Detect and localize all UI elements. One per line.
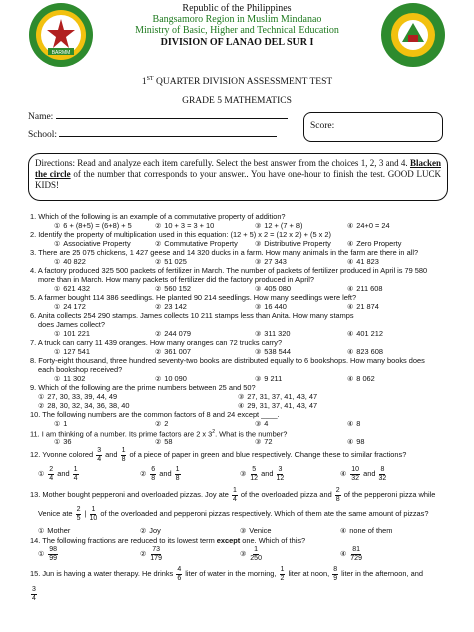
choice-14-1[interactable]: ① $\frac{98}{99}$ xyxy=(38,546,58,562)
choice-9-1[interactable]: ① 27, 30, 33, 39, 44, 49 xyxy=(38,392,118,401)
choice-10-4[interactable]: ④ 8 xyxy=(347,419,361,428)
choice-3-2[interactable]: ② 51 025 xyxy=(155,257,187,266)
choice-10-3[interactable]: ③ 4 xyxy=(255,419,269,428)
choice-1-4[interactable]: ④ 24+0 = 24 xyxy=(347,221,390,230)
choice-9-4[interactable]: ④ 29, 31, 37, 41, 43, 47 xyxy=(238,401,318,410)
directions-text-end: of the number that corresponds to your answer.. You have one-hour to finish the test. GOOD LUCK KIDS! xyxy=(35,169,441,190)
choice-5-3[interactable]: ③ 16 440 xyxy=(255,302,287,311)
choice-6-1[interactable]: ① 101 221 xyxy=(54,329,90,338)
choice-6-2[interactable]: ② 244 079 xyxy=(155,329,191,338)
choice-2-3[interactable]: ③ Distributive Property xyxy=(255,239,331,248)
choice-14-2[interactable]: ② $\frac{73}{179}$ xyxy=(140,546,162,562)
choice-6-3[interactable]: ③ 311 320 xyxy=(255,329,291,338)
question-11: 11. I am thinking of a number. Its prime factors are 2 x $3^2$. What is the number? xyxy=(30,429,288,439)
choice-12-4[interactable]: ④ $\frac{10}{32}$ and $\frac{8}{32}$ xyxy=(340,466,387,482)
choice-3-4[interactable]: ④ 41 823 xyxy=(347,257,379,266)
choice-9-2[interactable]: ② 28, 30, 32, 34, 36, 38, 40 xyxy=(38,401,130,410)
quarter-title: 1ST QUARTER DIVISION ASSESSMENT TEST xyxy=(141,76,333,88)
question-13-line2: Venice ate $\frac{2}{5}$ | $\frac{1}{10}$ of the overloaded and pepperoni pizzas respectively. Which of them ate the same amount of pizzas? xyxy=(38,506,429,522)
choice-4-3[interactable]: ③ 405 080 xyxy=(255,284,291,293)
school-line[interactable] xyxy=(59,136,277,137)
name-line[interactable] xyxy=(56,118,288,119)
republic-line: Republic of the Philippines xyxy=(182,3,292,14)
choice-8-4[interactable]: ④ 8 062 xyxy=(347,374,375,383)
choice-12-3[interactable]: ③ $\frac{5}{12}$ and $\frac{3}{12}$ xyxy=(240,466,285,482)
question-3: 3. There are 25 075 chickens, 1 427 geese and 14 320 ducks in a farm. How many animals in the farm are there in all? xyxy=(30,248,419,257)
choice-14-3[interactable]: ③ $\frac{1}{250}$ xyxy=(240,546,262,562)
choice-7-1[interactable]: ① 127 541 xyxy=(54,347,90,356)
choice-13-1[interactable]: ① Mother xyxy=(38,526,71,535)
question-4-line2: more than in March. How many packets of fertilizer did the factory produced in April? xyxy=(38,275,315,284)
question-8: 8. Forty-eight thousand, three hundred seventy-two books are distributed equally to 6 bookshops. How many books does xyxy=(30,356,425,365)
choice-3-1[interactable]: ① 40 822 xyxy=(54,257,86,266)
question-15: 15. Jun is having a water therapy. He drinks $\frac{4}{6}$ liter of water in the morning, $\frac{1}{2}$ liter at noon, $\frac{8}{9}$ liter in the afternoon, and xyxy=(30,566,423,582)
question-15-line2: $\frac{3}{4}$ xyxy=(32,586,36,602)
question-13: 13. Mother bought pepperoni and overloaded pizzas. Joy ate $\frac{1}{4}$ of the overloaded pizza and $\frac{2}{8}$ of the pepperoni pizza while xyxy=(30,487,436,503)
choice-2-2[interactable]: ② Commutative Property xyxy=(155,239,238,248)
choice-10-2[interactable]: ② 2 xyxy=(155,419,169,428)
score-box[interactable] xyxy=(303,112,443,142)
choice-4-4[interactable]: ④ 211 608 xyxy=(347,284,383,293)
choice-5-1[interactable]: ① 24 172 xyxy=(54,302,86,311)
choice-2-4[interactable]: ④ Zero Property xyxy=(347,239,402,248)
choice-3-3[interactable]: ③ 27 343 xyxy=(255,257,287,266)
choice-7-2[interactable]: ② 361 007 xyxy=(155,347,191,356)
question-6: 6. Anita collects 254 290 stamps. James collects 10 211 stamps less than Anita. How many stamps xyxy=(30,311,354,320)
choice-7-3[interactable]: ③ 538 544 xyxy=(255,347,291,356)
choice-13-4[interactable]: ④ none of them xyxy=(340,526,393,535)
question-4: 4. A factory produced 325 500 packets of fertilizer in March. The number of packets of fertilizer produced in April is 79 580 xyxy=(30,266,428,275)
question-8-line2: each bookshop received? xyxy=(38,365,123,374)
question-10: 10. The following numbers are the common factors of 8 and 24 except ____. xyxy=(30,410,280,419)
name-field[interactable] xyxy=(28,112,288,122)
region-line: Bangsamoro Region in Muslim Mindanao xyxy=(152,14,322,25)
choice-1-1[interactable]: ① 6 + (8+5) = (6+8) + 5 xyxy=(54,221,132,230)
choice-1-3[interactable]: ③ 12 + (7 + 8) xyxy=(255,221,303,230)
question-14: 14. The following fractions are reduced to its lowest term except one. Which of this? xyxy=(30,536,306,545)
choice-14-4[interactable]: ④ $\frac{81}{729}$ xyxy=(340,546,362,562)
question-6-line2: does James collect? xyxy=(38,320,105,329)
choice-11-4[interactable]: ④ 98 xyxy=(347,437,365,446)
choice-5-4[interactable]: ④ 21 874 xyxy=(347,302,379,311)
ministry-line: Ministry of Basic, Higher and Technical Education xyxy=(135,25,339,36)
question-9: 9. Which of the following are the prime numbers between 25 and 50? xyxy=(30,383,256,392)
school-label: School: xyxy=(28,130,58,140)
choice-8-1[interactable]: ① 11 302 xyxy=(54,374,86,383)
score-label: Score: xyxy=(310,121,335,131)
question-12: 12. Yvonne colored $\frac{3}{4}$ and $\frac{1}{8}$ of a piece of paper in green and blue respectively. Change these to similar fractions? xyxy=(30,447,407,463)
division-line: DIVISION OF LANAO DEL SUR I xyxy=(160,37,314,48)
choice-6-4[interactable]: ④ 401 212 xyxy=(347,329,383,338)
choice-12-2[interactable]: ② $\frac{6}{8}$ and $\frac{1}{8}$ xyxy=(140,466,180,482)
choice-1-2[interactable]: ② 10 + 3 = 3 + 10 xyxy=(155,221,215,230)
choice-10-1[interactable]: ① 1 xyxy=(54,419,68,428)
directions-box xyxy=(28,153,448,201)
choice-12-1[interactable]: ① $\frac{2}{4}$ and $\frac{1}{4}$ xyxy=(38,466,78,482)
choice-4-2[interactable]: ② 560 152 xyxy=(155,284,191,293)
choice-7-4[interactable]: ④ 823 608 xyxy=(347,347,383,356)
left-seal-text: BARMM xyxy=(51,50,71,56)
question-5: 5. A farmer bought 114 386 seedlings. He planted 90 214 seedlings. How many seedlings were left? xyxy=(30,293,357,302)
choice-4-1[interactable]: ① 621 432 xyxy=(54,284,90,293)
choice-8-3[interactable]: ③ 9 211 xyxy=(255,374,283,383)
school-field[interactable] xyxy=(28,130,277,140)
choice-9-3[interactable]: ③ 27, 31, 37, 41, 43, 47 xyxy=(238,392,318,401)
choice-13-3[interactable]: ③ Venice xyxy=(240,526,272,535)
question-7: 7. A truck can carry 11 439 oranges. How many oranges can 72 trucks carry? xyxy=(30,338,283,347)
choice-11-2[interactable]: ② 58 xyxy=(155,437,173,446)
choice-13-2[interactable]: ② Joy xyxy=(140,526,161,535)
choice-11-3[interactable]: ③ 72 xyxy=(255,437,273,446)
name-label: Name: xyxy=(28,112,54,122)
directions-emphasis: Blacken the circle xyxy=(35,158,441,179)
choice-2-1[interactable]: ① Associative Property xyxy=(54,239,131,248)
choice-5-2[interactable]: ② 23 142 xyxy=(155,302,187,311)
directions-text: Directions: Read and analyze each item carefully. Select the best answer from the choices 1, 2, 3 and 4. xyxy=(35,158,410,168)
choice-8-2[interactable]: ② 10 090 xyxy=(155,374,187,383)
question-2: 2. Identify the property of multiplication used in this equation: (12 + 5) x 2 = (12 x 2) + (5 x 2) xyxy=(30,230,331,239)
question-1: 1. Which of the following is an example of a commutative property of addition? xyxy=(30,212,286,221)
choice-11-1[interactable]: ① 36 xyxy=(54,437,72,446)
grade-title: GRADE 5 MATHEMATICS xyxy=(182,96,292,106)
